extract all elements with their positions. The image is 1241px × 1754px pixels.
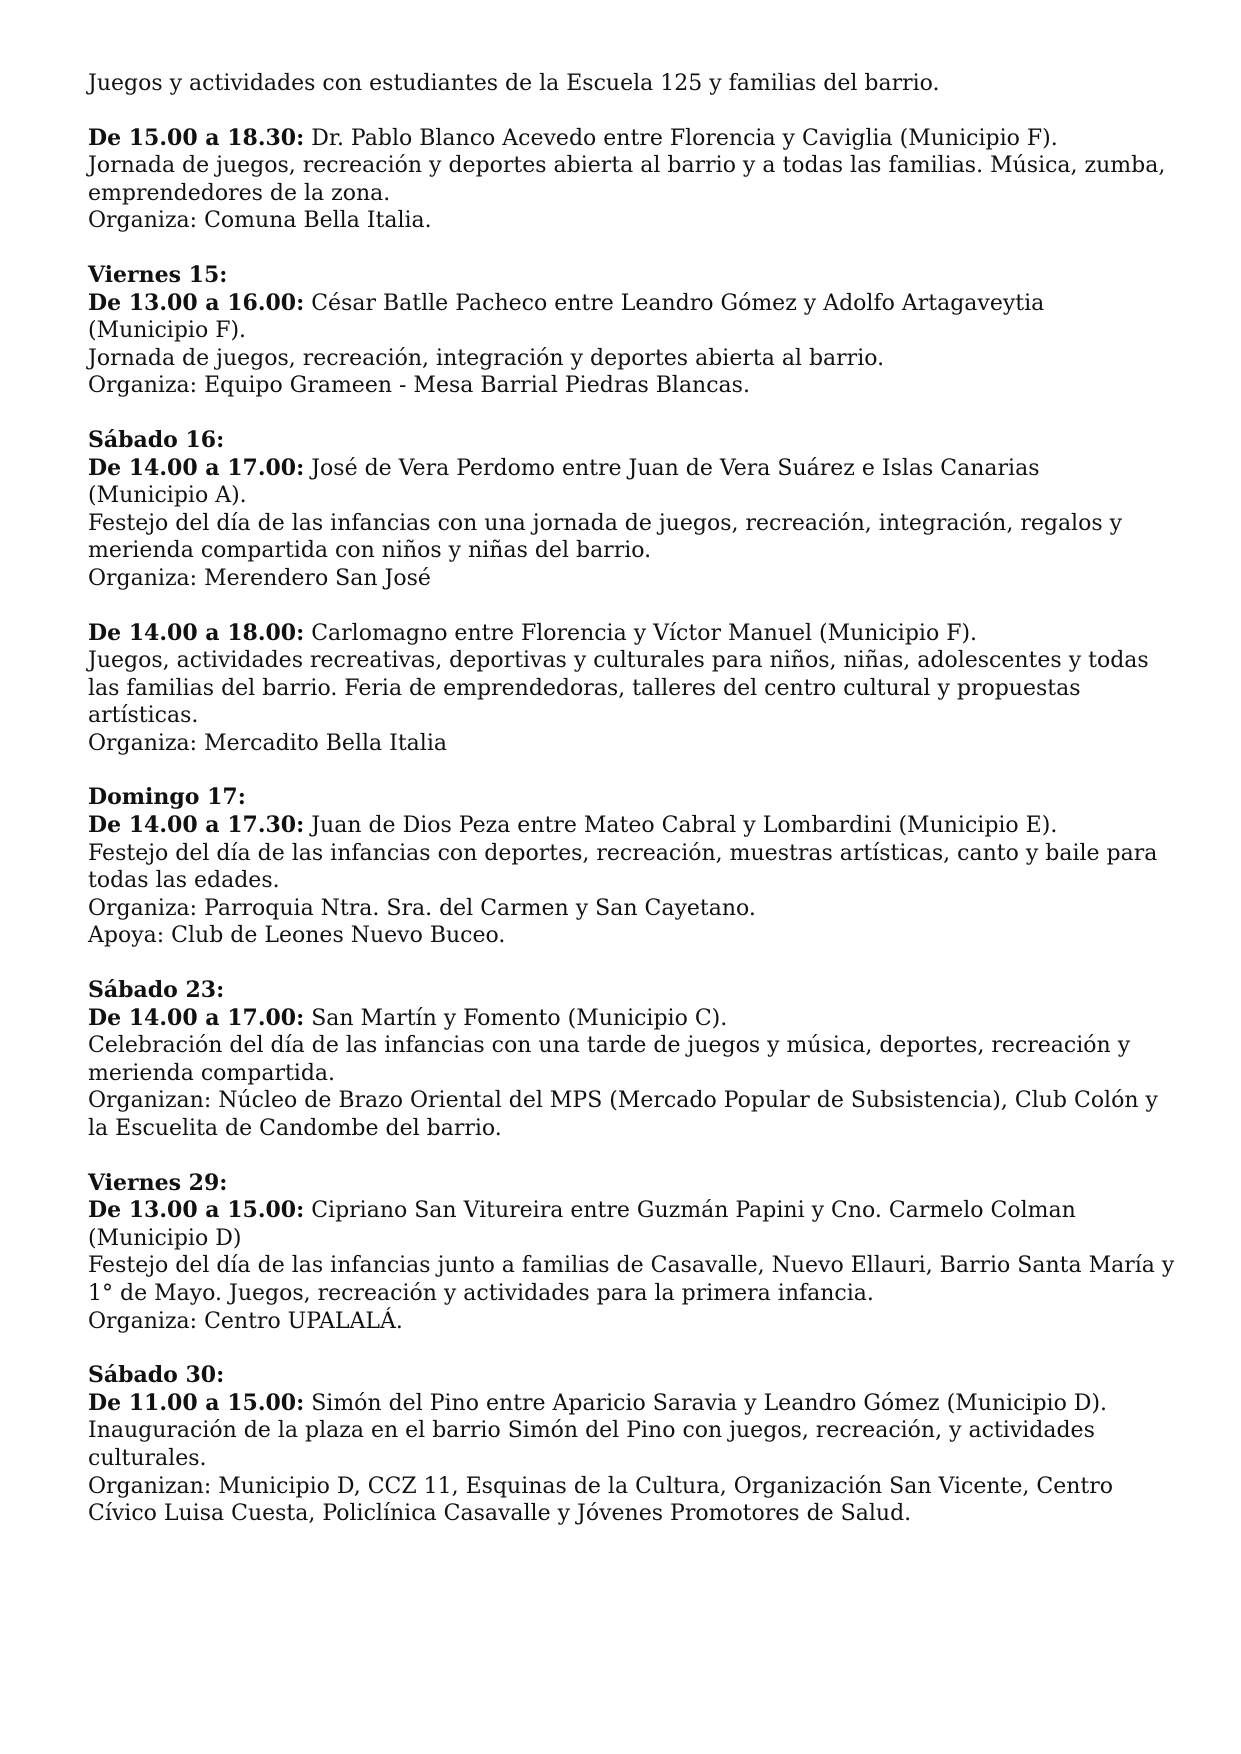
event-day-heading: Viernes 29:	[88, 1169, 228, 1196]
event-day-heading: Viernes 15:	[88, 261, 228, 288]
event-time: De 14.00 a 17.00:	[88, 454, 305, 481]
event-text-line: Apoya: Club de Leones Nuevo Buceo.	[88, 923, 506, 949]
event-text-line: merienda compartida.	[88, 1060, 336, 1086]
event-time-location-line	[88, 455, 1178, 483]
event-text-line: (Municipio F).	[88, 318, 247, 344]
event-location: San Martín y Fomento (Municipio C).	[304, 1005, 728, 1031]
event-text-line: Organiza: Merendero San José	[88, 565, 431, 591]
event-text-line: (Municipio A).	[88, 483, 247, 509]
event-location: Simón del Pino entre Aparicio Saravia y Leandro Gómez (Municipio D).	[304, 1390, 1108, 1416]
event-text-line: Jornada de juegos, recreación, integración y deportes abierta al barrio.	[88, 345, 885, 371]
event-text-line: artísticas.	[88, 703, 199, 729]
event-time: De 15.00 a 18.30:	[88, 124, 305, 151]
event-text-line: las familias del barrio. Feria de emprendedoras, talleres del centro cultural y propuestas	[88, 675, 1081, 701]
event-location: Dr. Pablo Blanco Acevedo entre Florencia y Caviglia (Municipio F).	[304, 125, 1058, 151]
event-time: De 13.00 a 16.00:	[88, 289, 305, 316]
event-text-line: Festejo del día de las infancias junto a familias de Casavalle, Nuevo Ellauri, Barrio Santa María y	[88, 1253, 1175, 1279]
event-list	[88, 125, 1178, 1528]
event-text-line: Cívico Luisa Cuesta, Policlínica Casavalle y Jóvenes Promotores de Salud.	[88, 1501, 912, 1527]
event-text-line: Organiza: Parroquia Ntra. Sra. del Carmen y San Cayetano.	[88, 895, 756, 921]
event-time: De 14.00 a 17.30:	[88, 812, 305, 839]
event-text-line: Organizan: Municipio D, CCZ 11, Esquinas de la Cultura, Organización San Vicente, Centro	[88, 1473, 1114, 1499]
event-text-line: (Municipio D)	[88, 1225, 242, 1251]
event-text-line: Organizan: Núcleo de Brazo Oriental del MPS (Mercado Popular de Subsistencia), Club Colón y	[88, 1088, 1158, 1114]
event-text-line: Juegos, actividades recreativas, deportivas y culturales para niños, niñas, adolescentes y todas	[88, 648, 1149, 674]
event-time-location-line	[88, 812, 1178, 840]
event-block	[88, 262, 1178, 400]
event-time-location-line	[88, 1390, 1178, 1418]
event-location: José de Vera Perdomo entre Juan de Vera Suárez e Islas Canarias	[304, 455, 1040, 481]
event-day-heading: Sábado 23:	[88, 977, 225, 1004]
event-time: De 11.00 a 15.00:	[88, 1389, 305, 1416]
event-block	[88, 1362, 1178, 1528]
event-text-line: todas las edades.	[88, 868, 280, 894]
document-page	[88, 70, 1178, 1555]
event-text-line: Festejo del día de las infancias con una jornada de juegos, recreación, integración, regalos y	[88, 510, 1123, 536]
event-time: De 13.00 a 15.00:	[88, 1197, 305, 1224]
event-location: Cipriano San Vitureira entre Guzmán Papini y Cno. Carmelo Colman	[304, 1198, 1076, 1224]
event-block	[88, 620, 1178, 758]
event-text-line: Organiza: Mercadito Bella Italia	[88, 730, 447, 756]
event-day-heading: Sábado 16:	[88, 426, 225, 453]
event-time: De 14.00 a 17.00:	[88, 1004, 305, 1031]
event-text-line: la Escuelita de Candombe del barrio.	[88, 1116, 502, 1141]
event-day-heading: Sábado 30:	[88, 1362, 225, 1389]
event-text-line: Festejo del día de las infancias con deportes, recreación, muestras artísticas, canto y baile para	[88, 840, 1158, 866]
event-text-line: emprendedores de la zona.	[88, 180, 391, 206]
event-text-line: culturales.	[88, 1445, 207, 1471]
event-time-location-line	[88, 1197, 1178, 1225]
intro-line: Juegos y actividades con estudiantes de la Escuela 125 y familias del barrio.	[88, 71, 940, 96]
event-text-line: merienda compartida con niños y niñas del barrio.	[88, 538, 652, 564]
event-time-location-line	[88, 125, 1178, 153]
event-text-line: Celebración del día de las infancias con una tarde de juegos y música, deportes, recreación y	[88, 1033, 1131, 1059]
event-text-line: Organiza: Centro UPALALÁ.	[88, 1308, 403, 1334]
event-time-location-line	[88, 1005, 1178, 1033]
event-location: Juan de Dios Peza entre Mateo Cabral y Lombardini (Municipio E).	[304, 813, 1058, 839]
event-time: De 14.00 a 18.00:	[88, 619, 305, 646]
event-block	[88, 125, 1178, 235]
event-text-line: Inauguración de la plaza en el barrio Simón del Pino con juegos, recreación, y actividades	[88, 1418, 1095, 1444]
event-text-line: Organiza: Equipo Grameen - Mesa Barrial Piedras Blancas.	[88, 373, 750, 399]
event-block	[88, 977, 1178, 1143]
event-location: César Batlle Pacheco entre Leandro Gómez y Adolfo Artagaveytia	[304, 290, 1045, 316]
event-text-line: Organiza: Comuna Bella Italia.	[88, 208, 432, 234]
intro-paragraph	[88, 70, 1178, 98]
event-text-line: Jornada de juegos, recreación y deportes abierta al barrio y a todas las familias. Música, zumba,	[88, 153, 1166, 179]
event-block	[88, 427, 1178, 593]
event-block	[88, 784, 1178, 950]
event-day-heading: Domingo 17:	[88, 784, 246, 811]
event-location: Carlomagno entre Florencia y Víctor Manuel (Municipio F).	[304, 620, 978, 646]
event-block	[88, 1170, 1178, 1336]
event-time-location-line	[88, 290, 1178, 318]
event-text-line: 1° de Mayo. Juegos, recreación y actividades para la primera infancia.	[88, 1280, 874, 1306]
event-time-location-line	[88, 620, 1178, 648]
